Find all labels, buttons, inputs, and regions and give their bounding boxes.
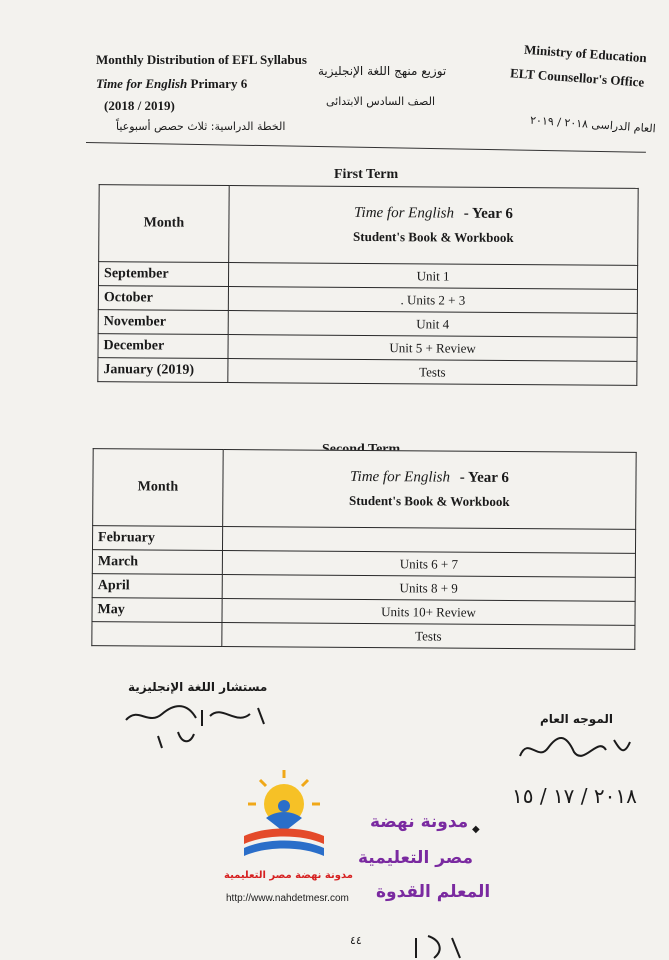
content-cell: Units 6 + 7 [222,551,635,578]
header-divider [86,142,646,153]
supervisor-signature [514,726,634,776]
course-line [96,76,247,92]
table-header-row [99,185,639,266]
book-title: Time for English [353,204,455,222]
month-cell: November [98,310,228,335]
book-year: - Year 6 [463,205,514,223]
counsellor-title-ar: مستشار اللغة الإنجليزية [128,680,268,694]
month-header: Month [99,185,230,263]
book-year: - Year 6 [459,469,510,487]
blog-logo-icon [236,766,332,870]
title-ar: توزيع منهج اللغة الإنجليزية [318,64,447,78]
month-cell: September [98,262,228,287]
month-cell: February [92,526,222,551]
syllabus-year: (2018 / 2019) [104,98,175,113]
supervisor-title-ar: الموجه العام [540,712,613,726]
book-header [223,450,637,530]
content-cell: Unit 5 + Review [228,335,637,362]
content-cell: . Units 2 + 3 [228,287,637,314]
office-name: ELT Counsellor's Office [509,65,645,90]
syllabus-title: Monthly Distribution of EFL Syllabus [96,52,307,67]
month-cell: May [92,598,222,623]
book-sub: Student's Book & Workbook [353,228,514,246]
book-header [229,186,639,266]
second-term-table [91,448,636,650]
bullet-icon: ◆ [472,824,480,835]
book-title: Time for English [349,468,451,486]
blog-url[interactable]: http://www.nahdetmesr.com [226,893,349,904]
ministry-name: Ministry of Education [523,41,648,66]
content-cell: Tests [228,359,637,386]
month-cell: January (2019) [98,358,228,383]
book-sub: Student's Book & Workbook [349,492,510,510]
table-row [98,358,637,386]
table-header-row [93,449,637,530]
content-cell: Units 8 + 9 [222,575,635,602]
month-cell: December [98,334,228,359]
page-number: ٤٤ [350,934,362,947]
academic-year-ar: العام الدراسى ٢٠١٨ / ٢٠١٩ [529,113,657,136]
first-term-title: First Term [334,167,399,182]
blog-name-line1: مدونة نهضة [370,812,469,832]
content-cell: Unit 4 [228,311,637,338]
content-cell [222,527,635,554]
blog-name-line2: مصر التعليمية [358,848,474,868]
month-cell: October [98,286,228,311]
month-cell [92,622,222,647]
logo-caption-ar: مدونة نهضة مصر التعليمية [224,870,353,881]
content-cell: Units 10+ Review [222,599,635,626]
month-cell: March [92,550,222,575]
table-row [92,622,635,650]
content-cell: Unit 1 [228,263,637,290]
month-header: Month [93,449,224,527]
content-cell: Tests [222,623,635,650]
supervisor-date: ٢٠١٨ / ١٧ / ١٥ [512,784,637,808]
grade-ar: الصف السادس الابتدائى [326,95,435,108]
study-plan-ar: الخطة الدراسية: ثلاث حصص أسبوعياً [116,120,286,133]
month-cell: April [92,574,222,599]
course-rest: Primary 6 [187,76,248,91]
handwritten-mark [410,930,470,960]
first-term-table [97,184,638,386]
course-italic: Time for English [96,76,188,91]
blog-name-line3: المعلم القدوة [376,882,491,902]
counsellor-signature [118,696,268,752]
